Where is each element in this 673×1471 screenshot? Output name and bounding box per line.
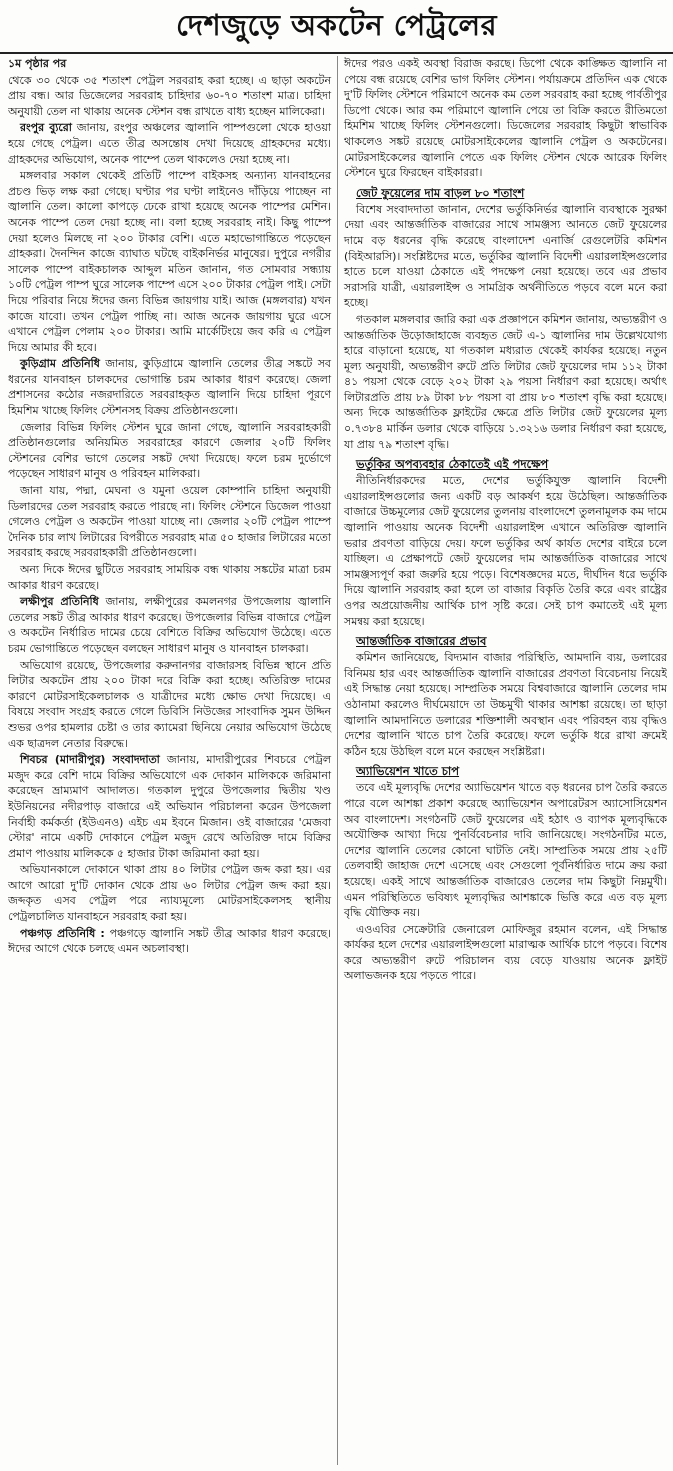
left-column [8,56,337,1465]
paragraph: নীতিনির্ধারকদের মতে, দেশের ভর্তুকিযুক্ত জ্বালানি বিদেশী এয়ারলাইন্সগুলোর জন্য একটি বড় আকর্ষণ হয়ে উঠেছিল। আন্তর্জাতিক বাজারে উচ্চমূল্যের জেট ফুয়েলের তুলনায় বাংলাদেশে তুলনামূলক কম দামে জ্বালানি পাওয়ায় অনেক বিদেশী এয়ারলাইন্স এখানে অতিরিক্ত জ্বালানি ভরার প্রবণতা বাড়িয়ে দেয়। ফলে ভর্তুকির অর্থ কার্যত দেশের বাইরে চলে যাচ্ছিল। এ প্রেক্ষাপটে জেট ফুয়েলের দাম আন্তর্জাতিক বাজারের সাথে সামঞ্জস্যপূর্ণ করা জরুরি হয়ে পড়ে। বিশেষজ্ঞদের মতে, দীর্ঘদিন ধরে ভর্তুকি দিয়ে জ্বালানি সরবরাহ করা হলে তা বাজার বিকৃতি তৈরি করে এবং রাষ্ট্রের ওপর অপ্রয়োজনীয় আর্থিক চাপ সৃষ্টি করে। সেই চাপ কমাতেই এই মূল্য সমন্বয় করা হয়েছে। [344,474,667,628]
subheading-international-market: আন্তর্জাতিক বাজারের প্রভাব [356,634,487,649]
paragraph: জানা যায়, পদ্মা, মেঘনা ও যমুনা ওয়েল কোম্পানি চাহিদা অনুযায়ী ডিলারদের তেল সরবরাহ করতে পারছে না। ফিলিং স্টেশনে ডিজেল পাওয়া গেলেও পেট্রল ও অকটেন পাওয়া যাচ্ছে না। জেলার ২০টি পেট্রল পাম্পে দৈনিক চার লাখ লিটারের বিপরীতে সরবরাহ মাত্র ৫০ হাজার লিটারের মতো সরবরাহ করছে সরবরাহকারী প্রতিষ্ঠানগুলো। [8,484,331,560]
paragraph: এওএবির সেক্রেটারি জেনারেল মোফিজুর রহমান বলেন, এই সিদ্ধান্ত কার্যকর হলে দেশের এয়ারলাইন্সগুলো মারাত্মক আর্থিক চাপে পড়বে। বিশেষ করে অভ্যন্তরীণ রুটে পরিচালন ব্যয় বেড়ে যাওয়ায় অনেক ফ্লাইট অলাভজনক হয়ে পড়তে পারে। [344,922,667,983]
subheading-jet-fuel: জেট ফুয়েলের দাম বাড়ল ৮০ শতাংশ [356,185,525,200]
dateline-lakshmipur: লক্ষীপুর প্রতিনিধি [20,595,99,609]
continued-label: ১ম পৃষ্ঠার পর [8,57,67,70]
paragraph: কুড়িগ্রাম প্রতিনিধি জানায়, কুড়িগ্রামে জ্বালানি তেলের তীব্র সঙ্কটে সব ধরনের যানবাহন চালকদের ভোগান্তি চরম আকার ধারণ করেছে। জেলা প্রশাসনের কঠোর নজরদারিতে সরবরাহকৃত জ্বালানি দিয়ে চাহিদা পূরণে হিমশিম খাচ্ছে ফিলিং স্টেশনসহ বিক্রয় প্রতিষ্ঠানগুলো। [8,357,331,418]
paragraph: অভিযোগ রয়েছে, উপজেলার করুনানগর বাজারসহ বিভিন্ন স্থানে প্রতি লিটার অকটেন প্রায় ২০০ টাকা দরে বিক্রি করা হচ্ছে। অতিরিক্ত দামের কারণে মোটরসাইকেলচালক ও যাত্রীদের মধ্যে ক্ষোভ দেখা দিয়েছে। এ বিষয়ে সংবাদ সংগ্রহ করতে গেলে ডিবিসি নিউজের সাংবাদিক সুমন উদ্দিন শুভর ওপর হামলার চেষ্টা ও তার ক্যামেরা ছিনিয়ে নেয়ার অভিযোগ উঠেছে এক ছাত্রদল নেতার বিরুদ্ধে। [8,658,331,750]
article-columns [8,56,667,1465]
subheading-subsidy: ভর্তুকির অপব্যবহার ঠেকাতেই এই পদক্ষেপ [356,457,549,472]
right-column [337,56,667,1465]
paragraph: পঞ্চগড় প্রতিনিধি : পঞ্চগড়ে জ্বালানি সঙ্কট তীব্র আকার ধারণ করেছে। ঈদের আগে থেকে চলছে এমন অচলাবস্থা। [8,926,332,956]
paragraph: তবে এই মূল্যবৃদ্ধি দেশের অ্যাভিয়েশন খাতে বড় ধরনের চাপ তৈরি করতে পারে বলে আশঙ্কা প্রকাশ করেছে অ্যাভিয়েশন অপারেটরস অ্যাসোসিয়েশন অব বাংলাদেশ। সংগঠনটি জেট ফুয়েলের এই হঠাৎ ও ব্যাপক মূল্যবৃদ্ধিকে অযৌক্তিক আখ্যা দিয়ে পুনর্বিবেচনার দাবি জানিয়েছে। সংগঠনটির মতে, দেশের জ্বালানি তেলের কোনো ঘাটতি নেই। সাম্প্রতিক সময়ে প্রায় ২৫টি তেলবাহী জাহাজ দেশে এসেছে এবং সেগুলো পূর্বনির্ধারিত দামে ক্রয় করা হয়েছে। একই সাথে আন্তর্জাতিক বাজারেও তেলের দাম কিছুটা নিম্নমুখী। এমন পরিস্থিতিতে ভবিষ্যৎ মূল্যবৃদ্ধির আশঙ্কাকে ভিত্তি করে এত বড় মূল্য বৃদ্ধি যৌক্তিক নয়। [344,781,667,920]
dateline-panchagarh: পঞ্চগড় প্রতিনিধি : [20,926,105,940]
paragraph: শিবচর (মাদারীপুর) সংবাদদাতা জানায়, মাদারীপুরের শিবচরে পেট্রল মজুদ করে বেশি দামে বিক্রির অভিযোগে এক দোকান মালিককে জরিমানা করেছেন ভ্রাম্যমাণ আদালত। গতকাল দুপুরে উপজেলার দ্বিতীয় খণ্ড ইউনিয়নের নদীরপাড় বাজারে এই অভিযান পরিচালনা করেন উপজেলা নির্বাহী কর্মকর্তা (ইউএনও) এইচ এম ইবনে মিজান। ওই বাজারের 'মেজবা স্টোর' নামে একটি দোকানে পেট্রল মজুদ রেখে অতিরিক্ত দামে বিক্রির প্রমাণ পাওয়ায় মালিককে ৫ হাজার টাকা জরিমানা করা হয়। [8,753,331,860]
dateline-kurigram: কুড়িগ্রাম প্রতিনিধি [20,357,100,371]
paragraph: বিশেষ সংবাদদাতা জানান, দেশের ভর্তুকিনির্ভর জ্বালানি ব্যবস্থাকে সুরক্ষা দেয়া এবং আন্তর্জাতিক বাজারের সাথে সামঞ্জস্য আনতে জেট ফুয়েলের দামে বড় ধরনের বৃদ্ধি করেছে বাংলাদেশ এনার্জি রেগুলেটরি কমিশন (বিইআরসি)। সংশ্লিষ্টদের মতে, ভর্তুকির জ্বালানি বিদেশী এয়ারলাইন্সগুলোর হাতে চলে যাওয়া ঠেকাতে এই পদক্ষেপ নেয়া হয়েছে। তবে এর প্রভাব সরাসরি যাত্রী, এয়ারলাইন্স ও সামগ্রিক অর্থনীতিতে পড়বে বলে মনে করা হচ্ছে। [344,202,667,310]
paragraph: অভিযানকালে দোকানে থাকা প্রায় ৪০ লিটার পেট্রল জব্দ করা হয়। এর আগে আরো দু'টি দোকান থেকে প্রায় ৬০ লিটার পেট্রল জব্দ করা হয়। জব্দকৃত এসব পেট্রল পরে ন্যায্যমূল্যে মোটরসাইকেলসহ স্থানীয় পেট্রলচালিত যানবাহনে সরবরাহ করা হয়। [8,863,331,924]
dateline-rangpur: রংপুর ব্যুরো [20,121,72,135]
paragraph: লক্ষীপুর প্রতিনিধি জানায়, লক্ষীপুরের কমলনগর উপজেলায় জ্বালানি তেলের সঙ্কট তীব্র আকার ধারণ করেছে। উপজেলার বিভিন্ন বাজারে পেট্রল ও অকটেন নির্ধারিত দামের চেয়ে বেশিতে বিক্রির অভিযোগ উঠেছে। এতে চরম ভোগান্তিতে পড়েছেন বলছেন সাধারণ মানুষ ও যানবাহন চালকরা। [8,595,331,655]
paragraph: থেকে ৩০ থেকে ৩৫ শতাংশ পেট্রল সরবরাহ করা হচ্ছে। এ ছাড়া অকটেন প্রায় বন্ধ। আর ডিজেলের সরবরাহ চাহিদার ৬০-৭০ শতাংশ মাত্র। চাহিদা অনুযায়ী তেল না থাকায় অনেক স্টেশন বন্ধ রাখতে বাধ্য হচ্ছেন মালিকেরা। [8,73,331,118]
paragraph: অন্য দিকে ঈদের ছুটিতে সরবরাহ সাময়িক বন্ধ থাকায় সঙ্কটের মাত্রা চরম আকার ধারণ করেছে। [8,563,331,592]
dateline-shibchar: শিবচর (মাদারীপুর) সংবাদদাতা [20,753,160,767]
paragraph: ঈদের পরও একই অবস্থা বিরাজ করছে। ডিপো থেকে কাঙ্ক্ষিত জ্বালানি না পেয়ে বন্ধ রয়েছে বেশির ভাগ ফিলিং স্টেশন। পর্যায়ক্রমে প্রতিদিন এক থেকে দু'টি ফিলিং স্টেশনে পরিমাণে অনেক কম তেল সরবরাহ করা হচ্ছে পার্বতীপুর ডিপো থেকে। আর কম পরিমাণে জ্বালানি পেয়ে তা বিক্রি করতে রীতিমতো হিমশিম খাচ্ছে ফিলিং স্টেশনগুলো। ডিজেলের সরবরাহ কিছুটা স্বাভাবিক থাকলেও সঙ্কট রয়েছে মোটরসাইকেলের জ্বালানি পেট্রল ও অকটেনের। মোটরসাইকেলের জ্বালানি পেতে এক ফিলিং স্টেশন থেকে আরেক ফিলিং স্টেশনে ঘুরে ফিরছেন বাইকাররা। [344,57,667,180]
subheading-aviation: অ্যাভিয়েশন খাতে চাপ [356,764,460,779]
headline: দেশজুড়ে অকটেন পেট্রলের [0,0,673,54]
paragraph: মঙ্গলবার সকাল থেকেই প্রতিটি পাম্পে বাইকসহ অন্যান্য যানবাহনের প্রচণ্ড ভিড় লক্ষ করা গেছে। ঘণ্টার পর ঘণ্টা লাইনেও দাঁড়িয়ে পাচ্ছেন না জ্বালানি তেল। কালো কাপড়ে ঢেকে রাখা হয়েছে অনেক পাম্পের মেশিন। অনেক পাম্পে তেল দেয়া হচ্ছে না। বলা হচ্ছে সরবরাহ নাই। কিছু পাম্পে দেয়া হলেও মিলছে না ২০০ টাকার বেশি। এতে মহাভোগান্তিতে পড়েছেন গ্রাহকরা। দৈনন্দিন কাজে ব্যাঘাত ঘটছে বাইকনির্ভর মানুষের। দুপুরে নগরীর সালেক পাম্পে বাইকচালক আব্দুল মতিন জানান, গত সোমবার সন্ধ্যায় ১০টি পেট্রল পাম্প ঘুরে সালেক পাম্পে এসে ২০০ টাকার পেট্রল পাই। সেটা দিয়ে পরিবার নিয়ে ঈদের জন্য বিভিন্ন জায়গায় যাই। আজ (মঙ্গলবার) যখন কাজে যাবো। তখন পেট্রল পাচ্ছি না। আজ অনেক জায়গায় ঘুরে এসে এখানে পেট্রল পেলাম ২০০ টাকার। আমি মার্কেটিংয়ে জব করি এ পেট্রল দিয়ে আমার কী হবে। [8,169,331,354]
paragraph: রংপুর ব্যুরো জানায়, রংপুর অঞ্চলের জ্বালানি পাম্পগুলো থেকে হাওয়া হয়ে গেছে পেট্রল। এতে তীব্র অসন্তোষ দেখা দিয়েছে গ্রাহকদের মধ্যে। গ্রাহকদের অভিযোগ, অনেক পাম্পে তেল থাকলেও দেয়া হচ্ছে না। [8,121,331,166]
paragraph: জেলার বিভিন্ন ফিলিং স্টেশন ঘুরে জানা গেছে, জ্বালানি সরবরাহকারী প্রতিষ্ঠানগুলোর অনিয়মিত সরবরাহের কারণে জেলার ২০টি ফিলিং স্টেশনের বেশির ভাগে তেলের সঙ্কট দেখা দিয়েছে। ফলে চরম দুর্ভোগে পড়েছেন সাধারণ মানুষ ও পরিবহন মালিকরা। [8,420,331,481]
paragraph: কমিশন জানিয়েছে, বিদ্যমান বাজার পরিস্থিতি, আমদানি ব্যয়, ডলারের বিনিময় হার এবং আন্তর্জাতিক জ্বালানি বাজারের প্রবণতা বিবেচনায় নিয়েই এই সিদ্ধান্ত নেয়া হয়েছে। সাম্প্রতিক সময়ে বিশ্ববাজারে জ্বালানি তেলের দাম ওঠানামা করলেও দীর্ঘমেয়াদে তা উচ্চমুখী থাকার আশঙ্কা রয়েছে। তা ছাড়া জ্বালানি আমদানিতে ডলারের শক্তিশালী অবস্থান এবং পরিবহন ব্যয় বৃদ্ধিও দেশের জ্বালানি খাতে চাপ তৈরি করেছে। ফলে ভর্তুকি ধরে রাখা ক্রমেই কঠিন হয়ে উঠছিল বলে মনে করছেন সংশ্লিষ্টরা। [344,651,667,758]
paragraph: গতকাল মঙ্গলবার জারি করা এক প্রজ্ঞাপনে কমিশন জানায়, অভ্যন্তরীণ ও আন্তর্জাতিক উড়োজাহাজে ব্যবহৃত জেট এ-১ জ্বালানির দাম উল্লেখযোগ্য হারে বাড়ানো হয়েছে, যা গতকাল মধ্যরাত থেকেই কার্যকর হয়েছে। নতুন মূল্য অনুযায়ী, অভ্যন্তরীণ রুটে প্রতি লিটার জেট ফুয়েলের দাম ১১২ টাকা ৪১ পয়সা থেকে বেড়ে ২০২ টাকা ২৯ পয়সা নির্ধারণ করা হয়েছে। অর্থাৎ লিটারপ্রতি প্রায় ৮৯ টাকা ৮৮ পয়সা বা প্রায় ৮০ শতাংশ বৃদ্ধি করা হয়েছে। অন্য দিকে আন্তর্জাতিক ফ্লাইটের ক্ষেত্রে প্রতি লিটার জেট ফুয়েলের মূল্য ০.৭৩৮৪ মার্কিন ডলার থেকে বাড়িয়ে ১.৩২১৬ ডলার নির্ধারণ করা হয়েছে, যা প্রায় ৭৯ শতাংশ বৃদ্ধি। [344,312,667,451]
